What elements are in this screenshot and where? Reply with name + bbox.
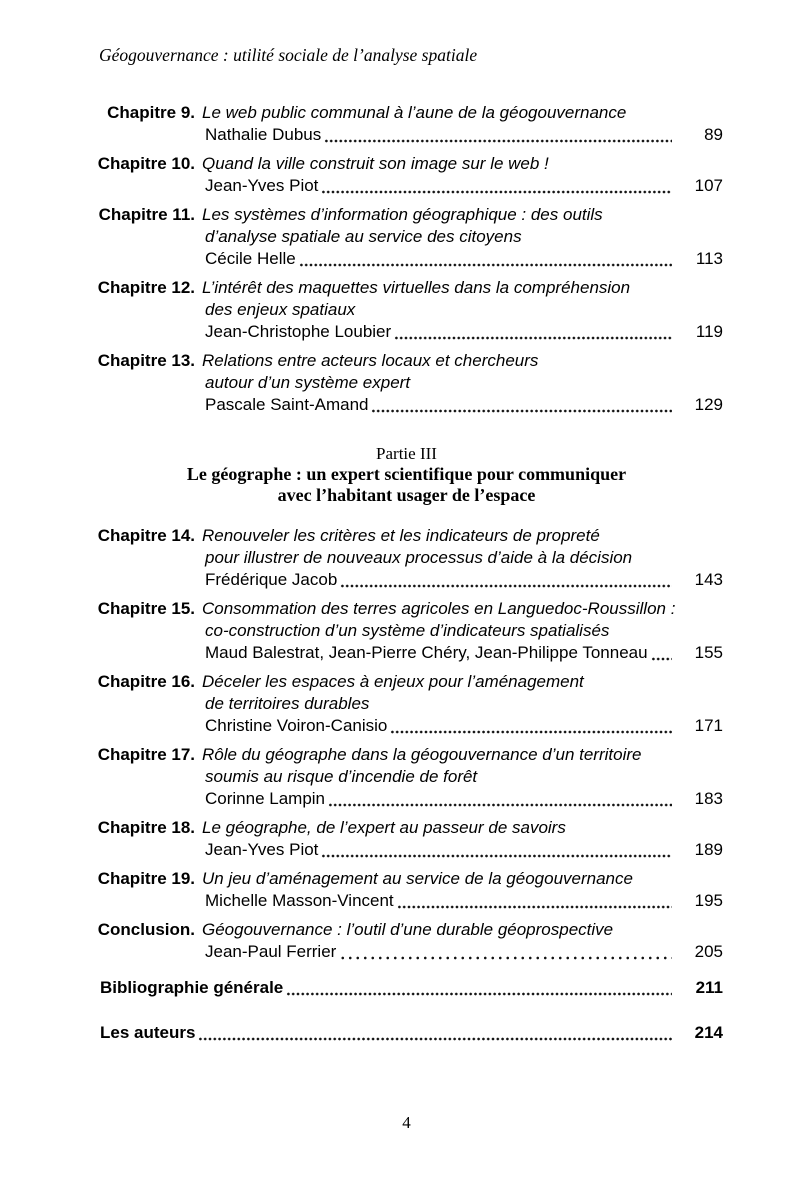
chapter-label: Chapitre 18. [97,818,195,837]
chapter-label: Chapitre 16. [97,672,195,691]
backmatter-page-number: 211 [695,978,723,997]
dot-leader [394,321,672,343]
folio: 4 [402,1113,411,1132]
chapter-author: Michelle Masson-Vincent [205,891,394,910]
toc-entry-conclusion [90,919,723,963]
chapter-title-line2: autour d’un système expert [205,373,411,392]
chapter-title: Relations entre acteurs locaux et chercheurs [202,351,539,370]
dot-leader [286,977,672,999]
chapter-page-number: 143 [694,570,723,589]
toc-entry-ch11 [90,204,723,270]
chapter-title-line2: soumis au risque d’incendie de forêt [205,767,478,786]
chapter-page-number: 113 [695,249,723,268]
dot-leader [328,788,672,810]
chapter-page-number: 205 [694,942,723,961]
chapter-page-number: 107 [694,176,723,195]
toc-entry-ch10 [90,153,723,197]
dot-leader [324,124,672,146]
chapter-page-number: 89 [704,125,723,144]
toc-entry-ch9 [90,102,723,146]
chapter-title: Le web public communal à l’aune de la géogouvernance [202,103,627,122]
toc-entry-ch12 [90,277,723,343]
part-title-line1: Le géographe : un expert scientifique pour communiquer [186,464,627,484]
dot-leader [390,715,672,737]
part-title-line2: avec l’habitant usager de l’espace [277,485,536,505]
chapter-page-number: 183 [694,789,723,808]
chapter-author: Frédérique Jacob [205,570,338,589]
chapter-author: Nathalie Dubus [205,125,322,144]
chapter-page-number: 195 [694,891,723,910]
dot-leader [371,394,672,416]
dot-leader [321,175,672,197]
chapter-title-line2: co-construction d’un système d’indicateurs spatialisés [205,621,610,640]
running-header: Géogouvernance : utilité sociale de l’analyse spatiale [99,45,478,65]
backmatter-row-bibliographie [100,977,723,999]
chapter-title: Géogouvernance : l’outil d’une durable géoprospective [202,920,614,939]
chapter-author: Corinne Lampin [205,789,326,808]
chapter-label: Chapitre 11. [98,205,195,224]
chapter-label: Chapitre 10. [97,154,195,173]
chapter-label: Chapitre 14. [97,526,195,545]
chapter-author: Jean-Yves Piot [205,840,319,859]
chapter-title-line2: pour illustrer de nouveaux processus d’aide à la décision [205,548,633,567]
chapter-title-line2: d’analyse spatiale au service des citoyens [205,227,522,246]
chapter-title: L’intérêt des maquettes virtuelles dans la compréhension [202,278,631,297]
chapter-title: Le géographe, de l’expert au passeur de savoirs [202,818,566,837]
toc-entry-ch19 [90,868,723,912]
dot-leader [321,839,672,861]
chapter-author: Cécile Helle [205,249,296,268]
chapter-label: Chapitre 19. [97,869,195,888]
chapter-title-line2: de territoires durables [205,694,370,713]
chapter-title: Consommation des terres agricoles en Languedoc-Roussillon : [202,599,676,618]
chapter-title: Rôle du géographe dans la géogouvernance d’un territoire [202,745,642,764]
chapter-page-number: 155 [694,643,723,662]
dot-leader [198,1022,672,1044]
chapter-title: Renouveler les critères et les indicateurs de propreté [202,526,600,545]
toc-entry-ch13 [90,350,723,416]
backmatter-row-auteurs [100,1022,723,1044]
chapter-author: Jean-Christophe Loubier [205,322,392,341]
backmatter-page-number: 214 [694,1023,723,1042]
chapter-title: Quand la ville construit son image sur le web ! [202,154,549,173]
backmatter-label: Bibliographie générale [100,978,284,997]
chapter-title: Un jeu d’aménagement au service de la géogouvernance [202,869,633,888]
chapter-label: Chapitre 17. [97,745,195,764]
chapter-author: Jean-Yves Piot [205,176,319,195]
chapter-author: Maud Balestrat, Jean-Pierre Chéry, Jean-Philippe Tonneau [205,643,648,662]
chapter-author: Christine Voiron-Canisio [205,716,388,735]
chapter-page-number: 119 [695,322,723,341]
chapter-label: Chapitre 15. [97,599,195,618]
toc-entry-ch16 [90,671,723,737]
part-heading [90,444,723,506]
toc-entry-ch18 [90,817,723,861]
dot-leader [340,569,672,591]
dot-leader [299,248,672,270]
table-of-contents [90,102,723,1044]
chapter-label: Chapitre 12. [97,278,195,297]
chapter-label: Conclusion. [97,920,195,939]
chapter-title-line2: des enjeux spatiaux [205,300,356,319]
chapter-page-number: 171 [694,716,723,735]
chapter-page-number: 129 [694,395,723,414]
dot-leader [339,941,672,963]
dot-leader [397,890,672,912]
chapter-page-number: 189 [694,840,723,859]
part-kicker: Partie III [376,444,437,463]
chapter-label: Chapitre 9. [107,103,195,122]
toc-entry-ch14 [90,525,723,591]
chapter-author: Pascale Saint-Amand [205,395,369,414]
chapter-title: Déceler les espaces à enjeux pour l’aménagement [202,672,584,691]
dot-leader [651,642,672,664]
toc-entry-ch17 [90,744,723,810]
backmatter-label: Les auteurs [100,1023,196,1042]
chapter-author: Jean-Paul Ferrier [205,942,337,961]
toc-entry-ch15 [90,598,723,664]
chapter-title: Les systèmes d’information géographique : des outils [202,205,603,224]
chapter-label: Chapitre 13. [97,351,195,370]
